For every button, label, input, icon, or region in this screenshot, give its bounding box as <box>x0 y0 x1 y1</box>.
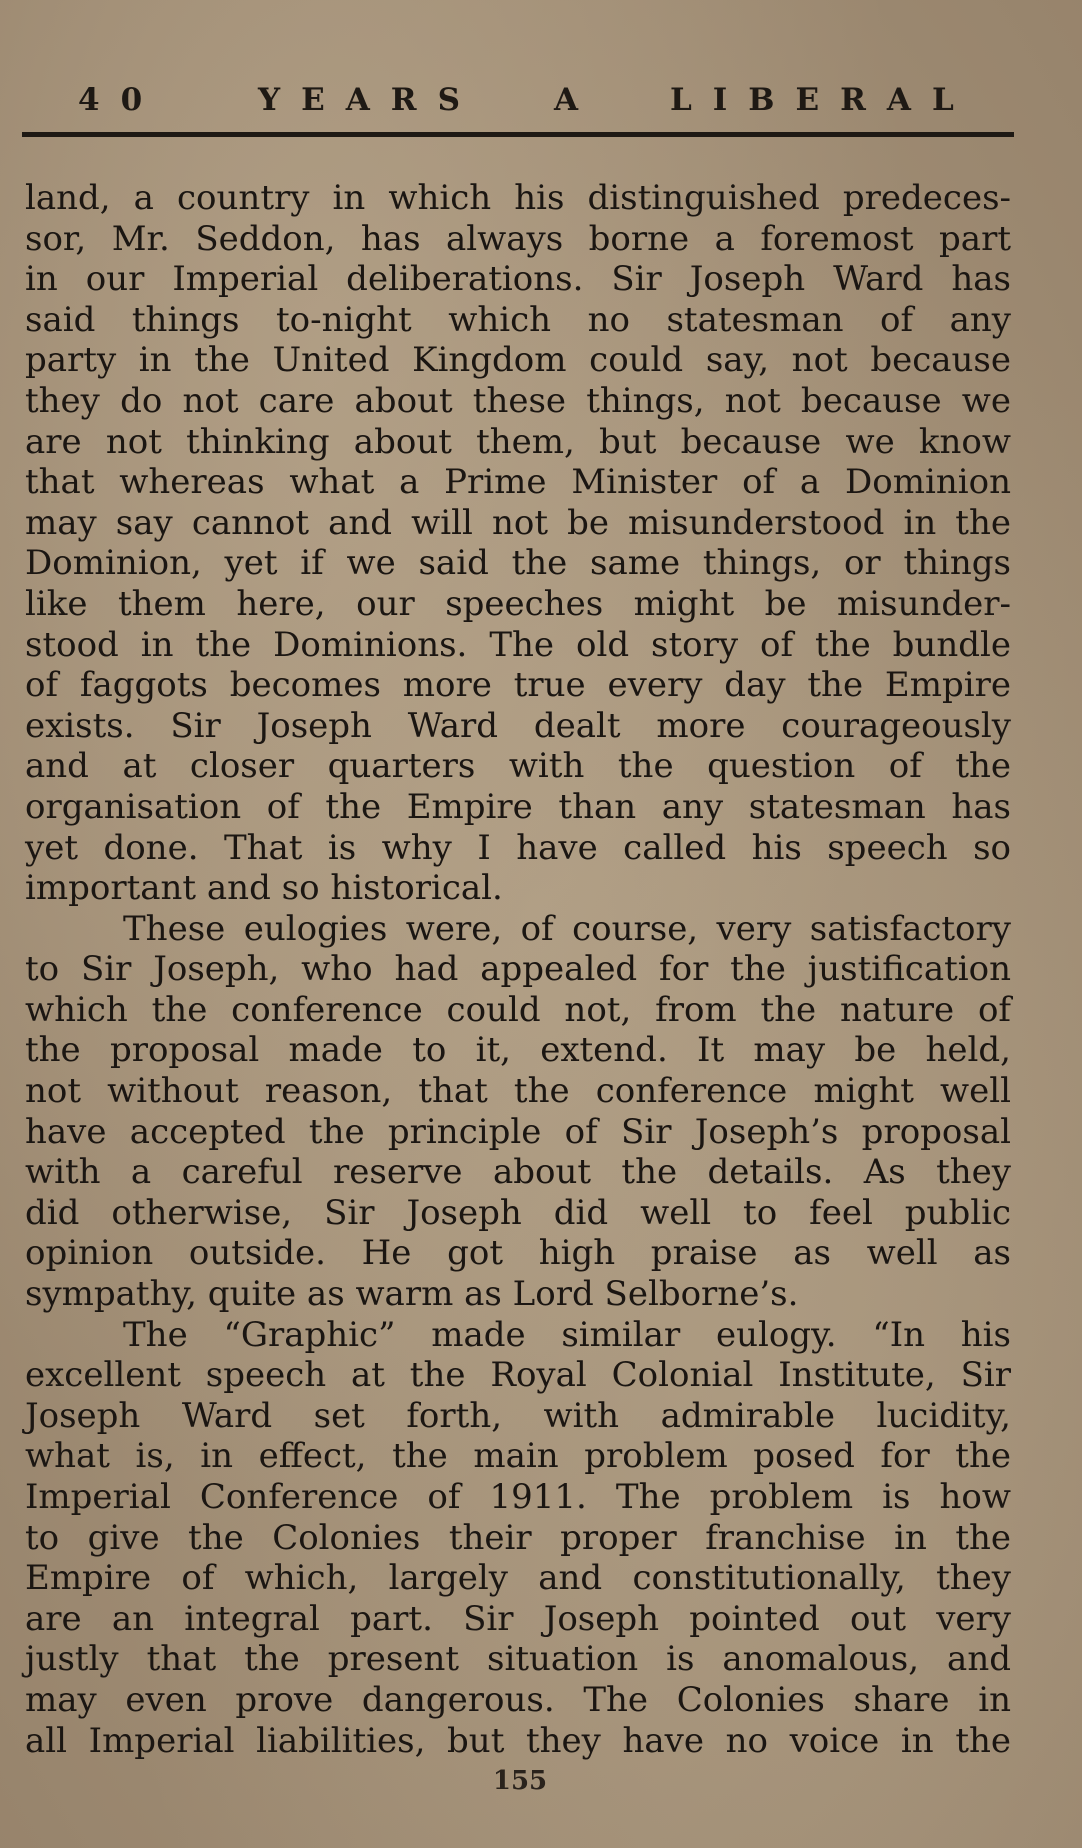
text-line: in our Imperial deliberations. Sir Joseph Ward has <box>25 259 1011 300</box>
text-line: sor, Mr. Seddon, has always borne a foremost part <box>25 218 1011 259</box>
text-line: are not thinking about them, but because we know <box>25 421 1011 462</box>
text-line: which the conference could not, from the nature of <box>25 989 1011 1030</box>
text-line: with a careful reserve about the details. As they <box>25 1152 1011 1193</box>
text-line: to give the Colonies their proper franchise in the <box>25 1517 1011 1558</box>
text-line: excellent speech at the Royal Colonial Institute, Sir <box>25 1355 1011 1396</box>
running-head-word-years: YEARS <box>258 82 481 118</box>
header-rule <box>22 132 1014 137</box>
text-line: land, a country in which his distinguished predeces- <box>25 178 1011 218</box>
running-head-word-liberal: LIBERAL <box>670 82 975 118</box>
text-line: exists. Sir Joseph Ward dealt more courageously <box>25 705 1011 746</box>
text-line: they do not care about these things, not because we <box>25 380 1011 421</box>
text-line: all Imperial liabilities, but they have no voice in the <box>25 1720 1011 1761</box>
text-line: not without reason, that the conference might well <box>25 1071 1011 1112</box>
running-head <box>22 82 1012 130</box>
text-line: to Sir Joseph, who had appealed for the justification <box>25 949 1011 990</box>
text-line: the proposal made to it, extend. It may be held, <box>25 1030 1011 1071</box>
running-head-word-a: A <box>554 82 600 118</box>
paragraph-first-line: These eulogies were, of course, very satisfactory <box>123 908 1011 949</box>
text-line: party in the United Kingdom could say, not because <box>25 340 1011 381</box>
text-line: may say cannot and will not be misunderstood in the <box>25 502 1011 543</box>
text-line: organisation of the Empire than any statesman has <box>25 786 1011 827</box>
text-line: yet done. That is why I have called his speech so <box>25 827 1011 868</box>
text-line: Empire of which, largely and constitutionally, they <box>25 1558 1011 1599</box>
text-line: did otherwise, Sir Joseph did well to feel public <box>25 1192 1011 1233</box>
text-line: Dominion, yet if we said the same things, or things <box>25 543 1011 584</box>
paragraph-end-line: important and so historical. <box>25 868 503 909</box>
text-line: Joseph Ward set forth, with admirable lucidity, <box>25 1395 1011 1436</box>
paragraph-end-line: sympathy, quite as warm as Lord Selborne’s. <box>25 1274 799 1315</box>
paragraph-first-line: The “Graphic” made similar eulogy. “In his <box>123 1314 1011 1355</box>
text-line: opinion outside. He got high praise as well as <box>25 1233 1011 1274</box>
text-line: justly that the present situation is anomalous, and <box>25 1639 1011 1680</box>
text-line: stood in the Dominions. The old story of the bundle <box>25 624 1011 665</box>
text-line: that whereas what a Prime Minister of a Dominion <box>25 462 1011 503</box>
text-line: are an integral part. Sir Joseph pointed out very <box>25 1598 1011 1639</box>
running-head-page-number: 40 <box>78 82 164 118</box>
text-line: have accepted the principle of Sir Joseph’s proposal <box>25 1111 1011 1152</box>
text-line: said things to-night which no statesman of any <box>25 299 1011 340</box>
text-line: may even prove dangerous. The Colonies share in <box>25 1679 1011 1720</box>
body-text <box>25 178 1011 1761</box>
text-line: like them here, our speeches might be misunder- <box>25 583 1011 624</box>
text-line: Imperial Conference of 1911. The problem is how <box>25 1477 1011 1517</box>
text-line: of faggots becomes more true every day the Empire <box>25 665 1011 706</box>
text-line: and at closer quarters with the question of the <box>25 746 1011 787</box>
folio-page-number: 155 <box>492 1766 548 1796</box>
text-line: what is, in effect, the main problem posed for the <box>25 1436 1011 1477</box>
